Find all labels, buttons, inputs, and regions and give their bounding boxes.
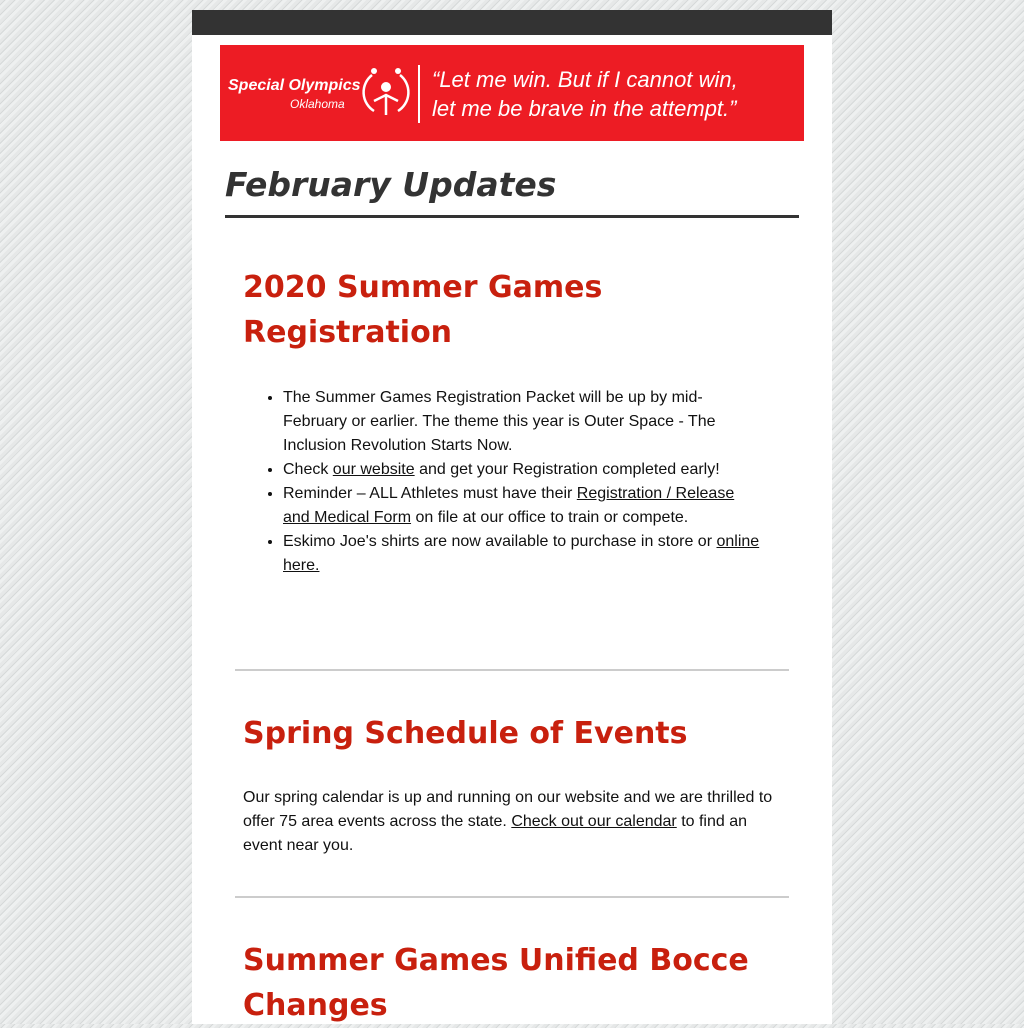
list-item — [283, 458, 763, 482]
item-text: Eskimo Joe's shirts are now available to purchase in store or — [283, 533, 717, 550]
shirts-online-link[interactable]: online here. — [283, 533, 760, 574]
special-olympics-emblem-icon — [360, 65, 412, 121]
registration-form-link[interactable]: Registration / Release and Medical Form — [283, 485, 735, 526]
calendar-link[interactable]: Check out our calendar — [511, 813, 677, 830]
page-title: February Updates — [225, 165, 557, 204]
title-underline — [225, 215, 799, 218]
section-heading: Summer Games Unified Bocce Changes — [243, 943, 749, 1023]
list-item — [283, 530, 763, 578]
section-divider — [235, 669, 789, 671]
item-text: on file at our office to train or compete. — [411, 509, 689, 526]
email-container — [192, 10, 832, 1024]
top-bar — [192, 10, 832, 35]
our-website-link[interactable]: our website — [332, 461, 415, 478]
banner-divider — [418, 65, 420, 123]
quote-line: let me be brave in the attempt.” — [432, 96, 737, 121]
header-banner — [220, 45, 804, 141]
paragraph-text: to find an event near you. — [243, 813, 748, 854]
item-text: and get your Registration completed early! — [414, 461, 720, 478]
paragraph-text: Our spring calendar is up and running on our website and we are thrilled to offer 75 area events across the state. — [243, 789, 773, 830]
logo-name: Special Olympics — [228, 77, 361, 94]
section-heading: Spring Schedule of Events — [243, 716, 688, 751]
item-text: Reminder – ALL Athletes must have their — [283, 485, 577, 502]
item-text: The Summer Games Registration Packet will be up by mid-February or earlier. The theme this year is Outer Space - The Inclusion Revolution Starts Now. — [283, 389, 716, 454]
spring-schedule-text — [243, 786, 783, 858]
banner-quote — [432, 65, 802, 123]
section-heading: 2020 Summer Games Registration — [243, 270, 603, 350]
list-item — [283, 482, 763, 530]
registration-list — [243, 386, 763, 578]
list-item — [283, 386, 763, 458]
quote-line: “Let me win. But if I cannot win, — [432, 67, 738, 92]
logo-region: Oklahoma — [290, 97, 345, 111]
item-text: Check — [283, 461, 333, 478]
section-divider — [235, 896, 789, 898]
